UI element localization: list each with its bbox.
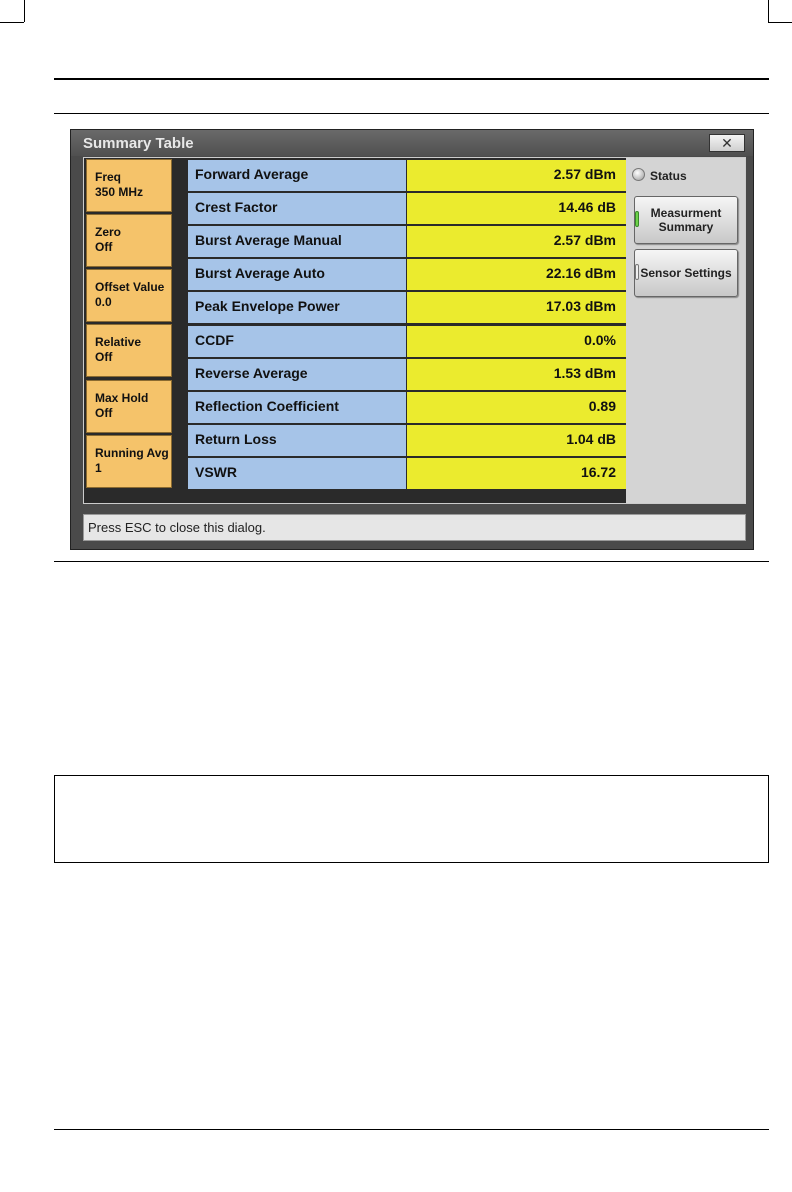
row-label: Reverse Average [188,359,406,390]
left-btn-label: Running Avg [95,446,169,460]
sensor-settings-button[interactable] [634,249,738,297]
status-radio[interactable] [632,168,645,181]
zero-button[interactable] [86,214,172,267]
left-btn-value: 1 [95,461,102,475]
crop-mark-right-h [768,22,792,23]
row-value: 22.16 dBm [407,259,626,290]
figure-top-rule [54,113,769,114]
offset-value-button[interactable] [86,269,172,322]
left-btn-value: Off [95,240,113,254]
crop-mark-right-v [768,0,769,22]
row-label: Reflection Coefficient [188,392,406,423]
row-label: CCDF [188,326,406,357]
table-row [188,392,626,423]
status-bar-text: Press ESC to close this dialog. [88,520,266,535]
left-btn-value: 0.0 [95,295,112,309]
table-row [188,458,626,489]
status-bar [83,514,746,541]
left-btn-label: Offset Value [95,280,165,294]
table-row [188,425,626,456]
relative-button[interactable] [86,324,172,377]
row-value: 0.89 [407,392,626,423]
left-button-panel [84,158,174,491]
left-btn-label: Relative [95,335,142,349]
row-label: VSWR [188,458,406,489]
header-rule [54,78,769,80]
dialog-title: Summary Table [83,135,194,152]
crop-mark-left [24,0,25,22]
row-label: Return Loss [188,425,406,456]
max-hold-button[interactable] [86,380,172,433]
left-btn-value: Off [95,406,113,420]
close-button[interactable] [709,134,745,152]
table-row [188,193,626,224]
row-value: 2.57 dBm [407,226,626,257]
row-value: 1.53 dBm [407,359,626,390]
close-icon: ✕ [721,135,733,151]
row-value: 2.57 dBm [407,160,626,191]
measurement-summary-button[interactable] [634,196,738,244]
figure-bottom-rule [54,561,769,562]
row-label: Crest Factor [188,193,406,224]
active-indicator [635,211,639,227]
row-value: 1.04 dB [407,425,626,456]
row-label: Forward Average [188,160,406,191]
row-value: 17.03 dBm [407,292,626,323]
dialog-content [83,157,746,504]
table-row [188,326,626,357]
row-label: Burst Average Manual [188,226,406,257]
footer-rule [54,1129,769,1130]
row-value: 16.72 [407,458,626,489]
left-btn-label: Freq [95,170,122,184]
button-line-2: Summary [658,220,714,234]
button-line-1: Sensor Settings [640,266,732,280]
right-button-panel [626,158,745,503]
left-btn-label: Max Hold [95,391,149,405]
crop-mark-top [0,22,24,23]
summary-table-dialog [70,129,754,550]
inactive-indicator [635,264,639,280]
running-avg-button[interactable] [86,435,172,488]
row-label: Burst Average Auto [188,259,406,290]
left-btn-value: 350 MHz [95,185,144,199]
freq-button[interactable] [86,159,172,212]
note-box [54,775,769,863]
table-row [188,359,626,390]
row-label: Peak Envelope Power [188,292,406,323]
table-row [188,259,626,290]
row-value: 0.0% [407,326,626,357]
left-btn-value: Off [95,350,113,364]
row-value: 14.46 dB [407,193,626,224]
table-row [188,226,626,257]
status-label: Status [650,169,687,183]
table-row [188,292,626,323]
title-bar [71,130,753,156]
table-row [188,160,626,191]
left-btn-label: Zero [95,225,122,239]
button-line-1: Measurment [650,206,722,220]
